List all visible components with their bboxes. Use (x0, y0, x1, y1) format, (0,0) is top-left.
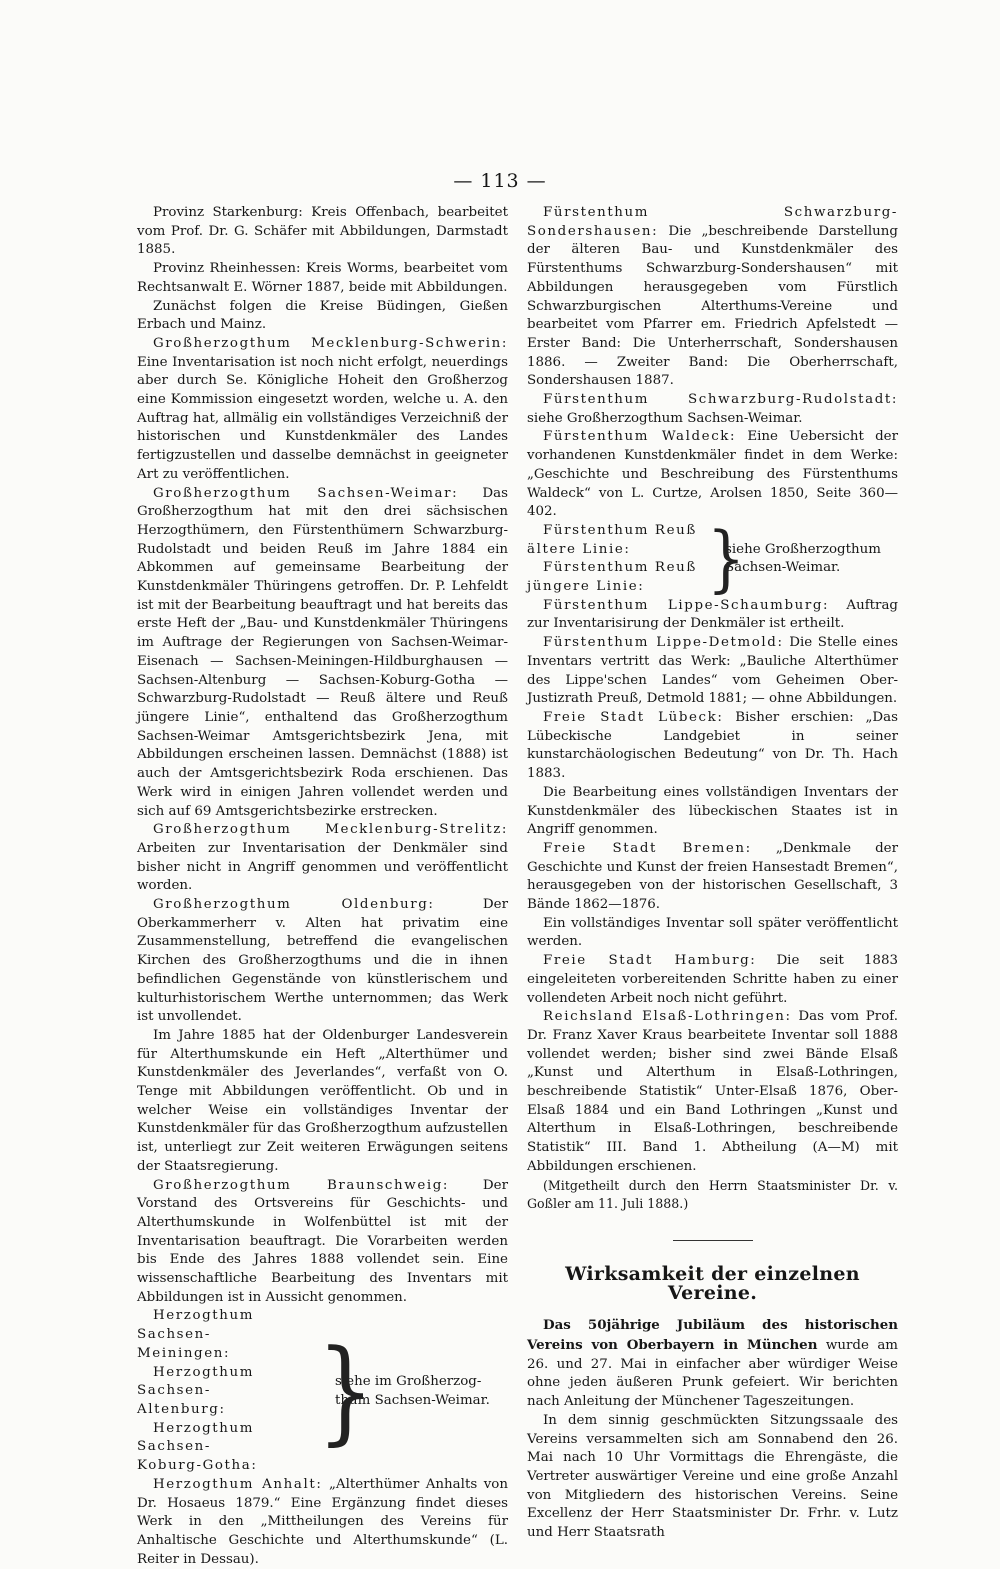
entry-heading: Herzogthum Anhalt: (153, 1476, 323, 1492)
entry-heading: Reichsland Elsaß-Lothringen: (543, 1009, 792, 1025)
entry-text: Das vom Prof. Dr. Franz Xaver Kraus bearbeitete Inventar soll 1888 vollendet werden; bisher sind zwei Bände Elsaß „Kunst und Alterthum in Elsaß-Lothringen, beschreibende Statistik“ Unter-Elsaß 1876, Ober-Elsaß 1884 und ein Band Lothringen „Kunst und Alterthum in Elsaß-Lothringen, beschreibende Statistik“ III. Band 1. Abtheilung (A—M) mit Abbildungen erschienen. (527, 1009, 898, 1174)
paragraph: Provinz Starkenburg: Kreis Offenbach, bearbeitet vom Prof. Dr. G. Schäfer mit Abbildungen, Darmstadt 1885. (137, 205, 508, 258)
entry-heading: Großherzogthum Mecklenburg-Strelitz: (153, 822, 508, 838)
brace-names (137, 1307, 317, 1475)
paragraph: Zunächst folgen die Kreise Büdingen, Gießen Erbach und Mainz. (137, 298, 508, 333)
entry-heading: Fürstenthum Lippe-Detmold: (543, 635, 784, 651)
entry-heading: Großherzogthum Mecklenburg-Schwerin: (153, 335, 508, 351)
paragraph (137, 335, 508, 485)
entry-text: Bisher erschien: „Das Lübeckische Landgebiet in seiner kunstarchäologischen Bedeutung“ von Dr. Th. Hach 1883. (527, 709, 898, 782)
paragraph (527, 709, 898, 784)
entry-text: Der Oberkammerherr v. Alten hat privatim eine Zusammenstellung, betreffend die evangelischen Kirchen des Großherzogthums und die in ihnen befindlichen Gegenstände von künstlerischem und kulturhistorischem Werthe unternommen; das Werk ist unvollendet. (137, 897, 508, 1025)
brace-group-herzogthuemer (137, 1307, 508, 1475)
brace-target-line: thum Sachsen-Weimar. (335, 1392, 490, 1408)
entry-text: Die seit 1883 eingeleiteten vorbereitenden Schritte haben zu einer vollendeten Arbeit noch nicht geführt. (527, 953, 898, 1006)
paragraph: In dem sinnig geschmückten Sitzungssaale des Vereins versammelten sich am Sonnabend den 26. Mai nach 10 Uhr Vormittags die Ehrengäste, die Vertreter auswärtiger Vereine und eine große Anzahl von Mitgliedern des historischen Vereins. Seine Excellenz der Herr Staatsminister Dr. Frhr. v. Lutz und Herr Staatsrath (527, 1412, 898, 1541)
entry-heading: Fürstenthum Schwarzburg-Rudolstadt: (543, 392, 898, 408)
paragraph (137, 821, 508, 896)
entry-text: Die „beschreibende Darstellung der älteren Bau- und Kunstdenkmäler des Fürstenthums Schwarzburg-Sondershausen“ mit Abbildungen herausgegeben vom Fürstlich Schwarzburgischen Alterthums-Vereine und bearbeitet vom Pfarrer em. Friedrich Apfelstedt — Erster Band: Die Unterherrschaft, Sondershausen 1886. — Zweiter Band: Die Oberherrschaft, Sondershausen 1887. (527, 223, 898, 389)
section-title: Wirksamkeit der einzelnen Vereine. (565, 1262, 860, 1304)
entry-text: Eine Inventarisation ist noch nicht erfolgt, neuerdings aber durch Se. Königliche Hoheit den Großherzog eine Kommission eingesetzt worden, welche u. A. den Auftrag hat, allmälig ein vollständiges Verzeichniß der historischen und Kunstdenkmäler des Landes fertigzustellen und dasselbe demnächst in geeigneter Art zu veröffentlichen. (137, 354, 508, 482)
paragraph: Im Jahre 1885 hat der Oldenburger Landesverein für Alterthumskunde ein Heft „Alterthümer und Kunstdenkmäler des Jeverlandes“, verfaßt von O. Tenge mit Abbildungen veröffentlicht. Ob und in welcher Weise ein vollständiges Inventar der Kunstdenkmäler für das Großherzogthum aufzustellen ist, unterliegt zur Zeit weiteren Erwägungen seitens der Staatsregierung. (137, 1027, 508, 1174)
event-heading: Das 50jährige Jubiläum des historischen Vereins von Oberbayern in München (527, 1317, 898, 1354)
entry-text: Arbeiten zur Inventarisation der Denkmäler sind bisher nicht in Angriff genommen und veröffentlicht worden. (137, 840, 508, 894)
paragraph (527, 1316, 898, 1412)
paragraph (137, 896, 508, 1027)
brace-group-reuss (527, 517, 898, 602)
entry-text: Der Vorstand des Ortsvereins für Geschichts- und Alterthumskunde in Wolfenbüttel ist mit der Inventarisation beauftragt. Die Vorarbeiten werden bis Ende des Jahres 1888 vollendet sein. Eine wissenschaftliche Bearbeitung des Inventars mit Abbildungen ist in Aussicht genommen. (137, 1177, 508, 1305)
entry-heading: Freie Stadt Hamburg: (543, 953, 757, 969)
attribution-note: (Mitgetheilt durch den Herrn Staatsminister Dr. v. Goßler am 11. Juli 1888.) (527, 1177, 898, 1212)
entry-text: Eine Uebersicht der vorhandenen Kunstdenkmäler findet in dem Werke: „Geschichte und Beschreibung des Fürstenthums Waldeck“ von L. Curtze, Arolsen 1850, Seite 360—402. (527, 429, 899, 520)
right-column (527, 204, 898, 1543)
paragraph (527, 634, 898, 709)
brace-name: Fürstenthum Reuß (543, 522, 697, 538)
entry-text: siehe Großherzogthum Sachsen-Weimar. (527, 410, 803, 426)
brace-name: Altenburg: (137, 1402, 226, 1417)
section-divider (673, 1240, 753, 1241)
paragraph: Provinz Rheinhessen: Kreis Worms, bearbeitet vom Rechtsanwalt E. Wörner 1887, beide mit Abbildungen. (137, 261, 508, 295)
paragraph: Die Bearbeitung eines vollständigen Inventars der Kunstdenkmäler des lübeckischen Staates ist in Angriff genommen. (527, 784, 898, 838)
entry-text: wurde am 26. und 27. Mai in einfacher aber würdiger Weise ohne jeden äußeren Prunk gefeiert. Wir berichten nach Anleitung der Münchener Tageszeitungen. (527, 1338, 899, 1410)
paragraph (527, 952, 898, 1008)
brace-name: ältere Linie: (527, 541, 631, 557)
entry-heading: Großherzogthum Sachsen-Weimar: (153, 485, 459, 501)
paragraph (527, 391, 898, 428)
brace-name: Meiningen: (137, 1345, 231, 1361)
paragraph (527, 597, 898, 634)
brace-name: Herzogthum Sachsen- (137, 1420, 255, 1455)
entry-text: Die Stelle eines Inventars vertritt das Werk: „Bauliche Alterthümer des Lippe'schen Landes“ vom Geheimen Ober-Justizrath Preuß, Detmold 1881; — ohne Abbildungen. (527, 635, 898, 707)
brace-name: Koburg-Gotha: (137, 1458, 258, 1474)
brace-target-line: Sachsen-Weimar. (725, 560, 841, 576)
entry-heading: Großherzogthum Oldenburg: (153, 897, 435, 913)
entry-heading: Freie Stadt Bremen: (543, 840, 752, 856)
paragraph (137, 1476, 508, 1569)
paragraph (527, 428, 898, 522)
paragraph (527, 204, 898, 391)
entry-heading: Fürstenthum Lippe-Schaumburg: (543, 597, 830, 613)
paragraph: Ein vollständiges Inventar soll später veröffentlicht werden. (527, 915, 898, 950)
brace-names (527, 522, 707, 597)
entry-heading: Fürstenthum Schwarzburg-Sondershausen: (527, 205, 898, 239)
entry-text: „Denkmale der Geschichte und Kunst der freien Hansestadt Bremen“, herausgegeben von der historischen Gesellschaft, 3 Bände 1862—1876. (527, 840, 899, 913)
brace-name: Herzogthum Sachsen- (137, 1308, 255, 1343)
entry-text: Auftrag zur Inventarisirung der Denkmäler ist ertheilt. (527, 597, 898, 632)
brace-target-line: siehe Großherzogthum (725, 541, 881, 557)
curly-brace-icon: } (707, 517, 746, 602)
brace-name: Fürstenthum Reuß (543, 560, 697, 576)
paragraph (137, 1177, 508, 1308)
left-column (137, 204, 508, 1569)
curly-brace-icon: } (317, 1325, 375, 1457)
brace-name: jüngere Linie: (527, 579, 645, 595)
paragraph (527, 1008, 898, 1176)
page-number: — 113 — (453, 170, 547, 192)
brace-name: Herzogthum Sachsen- (137, 1364, 255, 1399)
brace-target-line: siehe im Großherzog- (335, 1373, 482, 1389)
entry-text: Das Großherzogthum hat mit den drei sächsischen Herzogthümern, den Fürstenthümern Schwarzburg-Rudolstadt und beiden Reuß im Jahre 1884 ein Abkommen auf gemeinsame Bearbeitung der Kunstdenkmäler Thüringens getroffen. Dr. P. Lehfeldt ist mit der Bearbeitung beauftragt und hat bereits das erste Heft der „Bau- und Kunstdenkmäler Thüringens im Auftrage der Regierungen von Sachsen-Weimar-Eisenach — Sachsen-Meiningen-Hildburghausen — Sachsen-Altenburg — Sachsen-Koburg-Gotha — Schwarzburg-Rudolstadt — Reuß ältere und Reuß jüngere Linie“, enthaltend das Großherzogthum Sachsen-Weimar Amtsgerichtsbezirk Jena, mit Abbildungen erscheinen lassen. Demnächst (1888) ist auch der Amtsgerichtsbezirk Roda erschienen. Das Werk wird in einigen Jahren vollendet werden und sich auf 69 Amtsgerichtsbezirke erstrecken. (137, 485, 508, 819)
paragraph (137, 485, 508, 822)
paragraph (527, 840, 898, 915)
entry-heading: Großherzogthum Braunschweig: (153, 1177, 450, 1193)
entry-heading: Freie Stadt Lübeck: (543, 709, 724, 725)
entry-text: „Alterthümer Anhalts von Dr. Hosaeus 1879.“ Eine Ergänzung findet dieses Werk in den „Mittheilungen des Vereins für Anhaltische Geschichte und Alterthumskunde“ (L. Reiter in Dessau). (137, 1476, 508, 1567)
entry-heading: Fürstenthum Waldeck: (543, 429, 737, 445)
